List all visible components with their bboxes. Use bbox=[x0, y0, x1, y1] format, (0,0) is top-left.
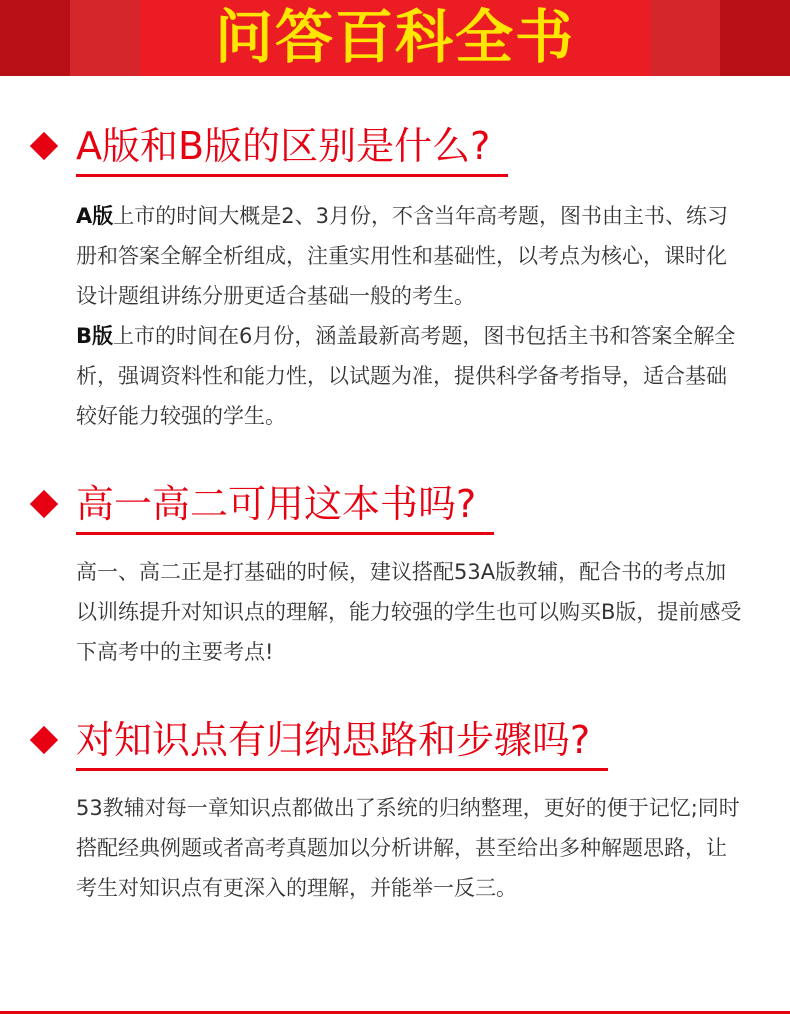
diamond-bullet-icon bbox=[30, 132, 58, 160]
section-body-summary-methods bbox=[76, 788, 746, 908]
paragraph-a-version bbox=[76, 196, 746, 316]
banner-title: 问答百科全书 bbox=[214, 3, 575, 71]
diamond-bullet-icon bbox=[30, 490, 58, 518]
paragraph-text: 高一、高二正是打基础的时候，建议搭配53A版教辅，配合书的考点加以训练提升对知识点的理解，能力较强的学生也可以购买B版，提前感受下高考中的主要考点! bbox=[76, 560, 742, 664]
section-body-ab-difference bbox=[76, 196, 746, 436]
lead-label: B版 bbox=[76, 324, 114, 348]
banner-stripe bbox=[720, 0, 790, 76]
banner-stripe bbox=[650, 0, 720, 76]
banner-stripe bbox=[0, 0, 70, 76]
banner-stripe bbox=[70, 0, 140, 76]
paragraph-b-version bbox=[76, 316, 746, 436]
diamond-bullet-icon bbox=[30, 726, 58, 754]
section-title: 高一高二可用这本书吗? bbox=[76, 476, 494, 535]
paragraph-text: 53教辅对每一章知识点都做出了系统的归纳整理，更好的便于记忆;同时搭配经典例题或者高考真题加以分析讲解，甚至给出多种解题思路，让考生对知识点有更深入的理解，并能举一反三。 bbox=[76, 796, 740, 900]
paragraph-text: 上市的时间大概是2、3月份，不含当年高考题，图书由主书、练习册和答案全解全析组成，注重实用性和基础性，以考点为核心，课时化设计题组讲练分册更适合基础一般的考生。 bbox=[76, 204, 728, 308]
section-title: A版和B版的区别是什么? bbox=[76, 118, 508, 177]
section-title: 对知识点有归纳思路和步骤吗? bbox=[76, 712, 608, 771]
lead-label: A版 bbox=[76, 204, 114, 228]
section-body-grade-usage bbox=[76, 552, 746, 672]
header-banner bbox=[0, 0, 790, 76]
paragraph-text: 上市的时间在6月份，涵盖最新高考题，图书包括主书和答案全解全析，强调资料性和能力性，以试题为准，提供科学备考指导，适合基础较好能力较强的学生。 bbox=[76, 324, 736, 428]
